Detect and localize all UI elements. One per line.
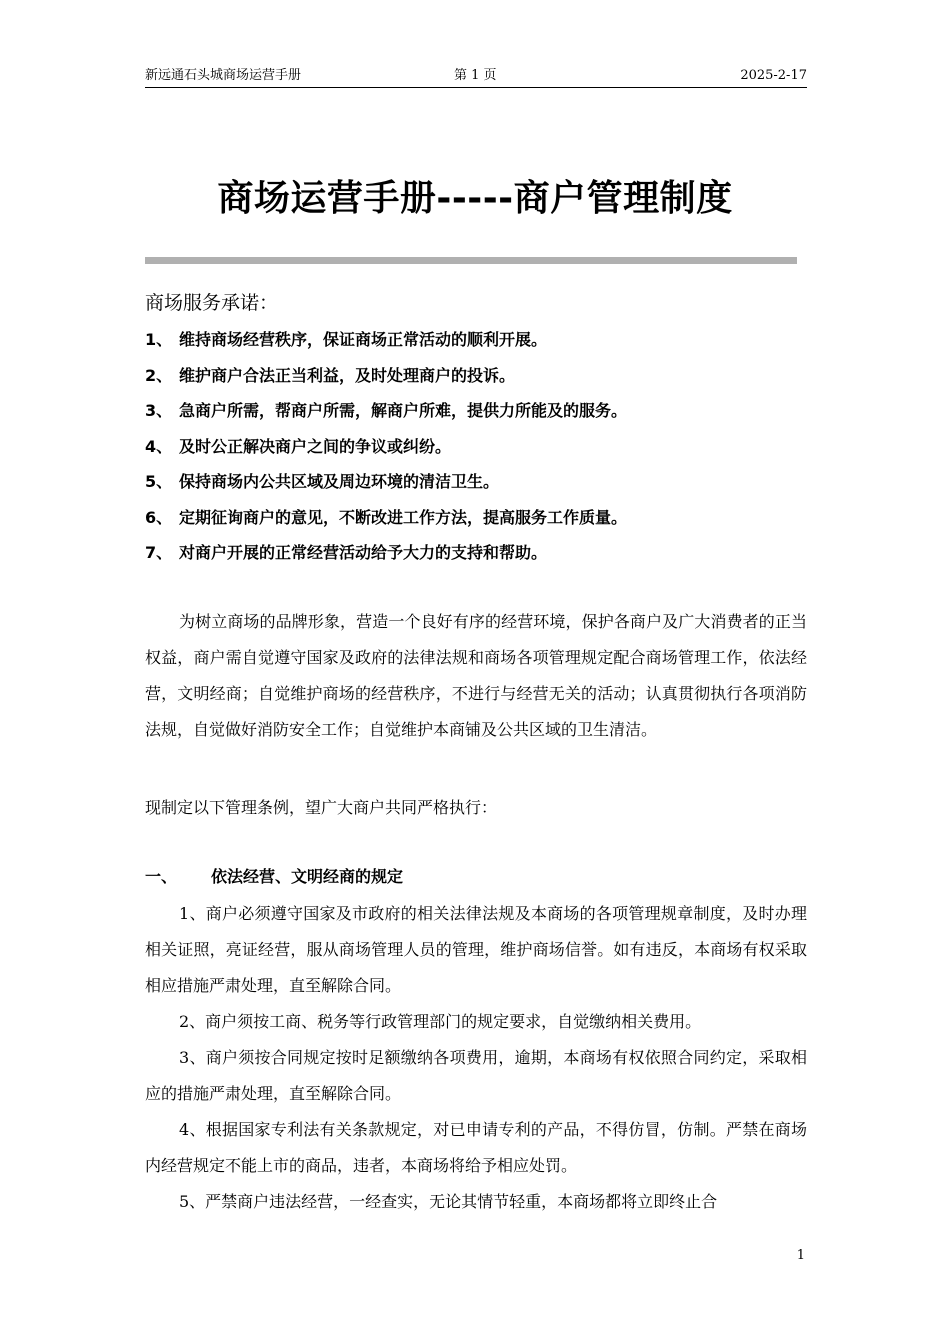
commitment-item: [145, 468, 627, 504]
rule-paragraph: 2、商户须按工商、税务等行政管理部门的规定要求，自觉缴纳相关费用。: [179, 1012, 702, 1031]
commitment-item-number: 3、: [145, 401, 173, 420]
commitment-item-text: 及时公正解决商户之间的争议或纠纷。: [179, 436, 452, 456]
commitment-item-number: 6、: [145, 507, 173, 527]
commitment-item-text: 维持商场经营秩序，保证商场正常活动的顺利开展。: [179, 330, 548, 349]
page-header: [145, 67, 807, 88]
header-date: 2025-2-17: [740, 68, 807, 83]
commitment-item-text: 维护商户合法正当利益，及时处理商户的投诉。: [179, 365, 516, 385]
page-number: 1: [796, 1248, 805, 1263]
header-page-label: 第 1 页: [454, 68, 497, 83]
section-title: 依法经营、文明经商的规定: [211, 867, 404, 886]
rule-paragraph: 5、严禁商户违法经营，一经查实，无论其情节轻重，本商场都将立即终止合: [179, 1192, 718, 1211]
commitment-list: [145, 326, 627, 575]
commitment-item-text: 对商户开展的正常经营活动给予大力的支持和帮助。: [179, 543, 548, 562]
document-title: 商场运营手册-----商户管理制度: [217, 178, 733, 219]
commitment-item: [145, 362, 627, 398]
title-divider: [145, 257, 797, 264]
commitment-item-number: 1、: [145, 330, 173, 349]
rule-paragraph: 4、根据国家专利法有关条款规定，对已申请专利的产品，不得仿冒，仿制。严禁在商场内经营规定不能上市的商品，违者，本商场将给予相应处罚。: [145, 1120, 807, 1175]
commitment-item-text: 保持商场内公共区域及周边环境的清洁卫生。: [179, 472, 500, 491]
intro-closing: 现制定以下管理条例，望广大商户共同严格执行：: [145, 798, 498, 817]
commitment-item: [145, 504, 627, 540]
header-doc-name: 新远通石头城商场运营手册: [145, 68, 302, 83]
commitment-item: [145, 326, 627, 362]
commitment-item-number: 7、: [145, 543, 173, 562]
commitment-item-number: 4、: [145, 436, 173, 456]
rule-paragraph: 1、商户必须遵守国家及市政府的相关法律法规及本商场的各项管理规章制度，及时办理相关证照，亮证经营，服从商场管理人员的管理，维护商场信誉。如有违反，本商场有权采取相应措施严肃处理，直至解除合同。: [145, 904, 807, 995]
commitment-item-text: 急商户所需，帮商户所需，解商户所难，提供力所能及的服务。: [179, 401, 628, 420]
commitment-item: [145, 433, 627, 469]
intro-paragraph: 为树立商场的品牌形象，营造一个良好有序的经营环境，保护各商户及广大消费者的正当权益，商户需自觉遵守国家及政府的法律法规和商场各项管理规定配合商场管理工作，依法经营，文明经商；自觉维护商场的经营秩序，不进行与经营无关的活动；认真贯彻执行各项消防法规，自觉做好消防安全工作；自觉维护本商铺及公共区域的卫生清洁。: [145, 612, 807, 739]
commitment-item: [145, 397, 627, 433]
section-heading: [145, 863, 403, 891]
commitment-item-number: 2、: [145, 365, 173, 385]
commitment-item: [145, 539, 627, 575]
rule-paragraph: 3、商户须按合同规定按时足额缴纳各项费用，逾期，本商场有权依照合同约定，采取相应的措施严肃处理，直至解除合同。: [145, 1048, 807, 1103]
commitment-heading: 商场服务承诺：: [145, 292, 279, 314]
commitment-item-number: 5、: [145, 472, 173, 491]
section-number: 一、: [145, 867, 178, 886]
commitment-item-text: 定期征询商户的意见，不断改进工作方法，提高服务工作质量。: [179, 507, 628, 527]
